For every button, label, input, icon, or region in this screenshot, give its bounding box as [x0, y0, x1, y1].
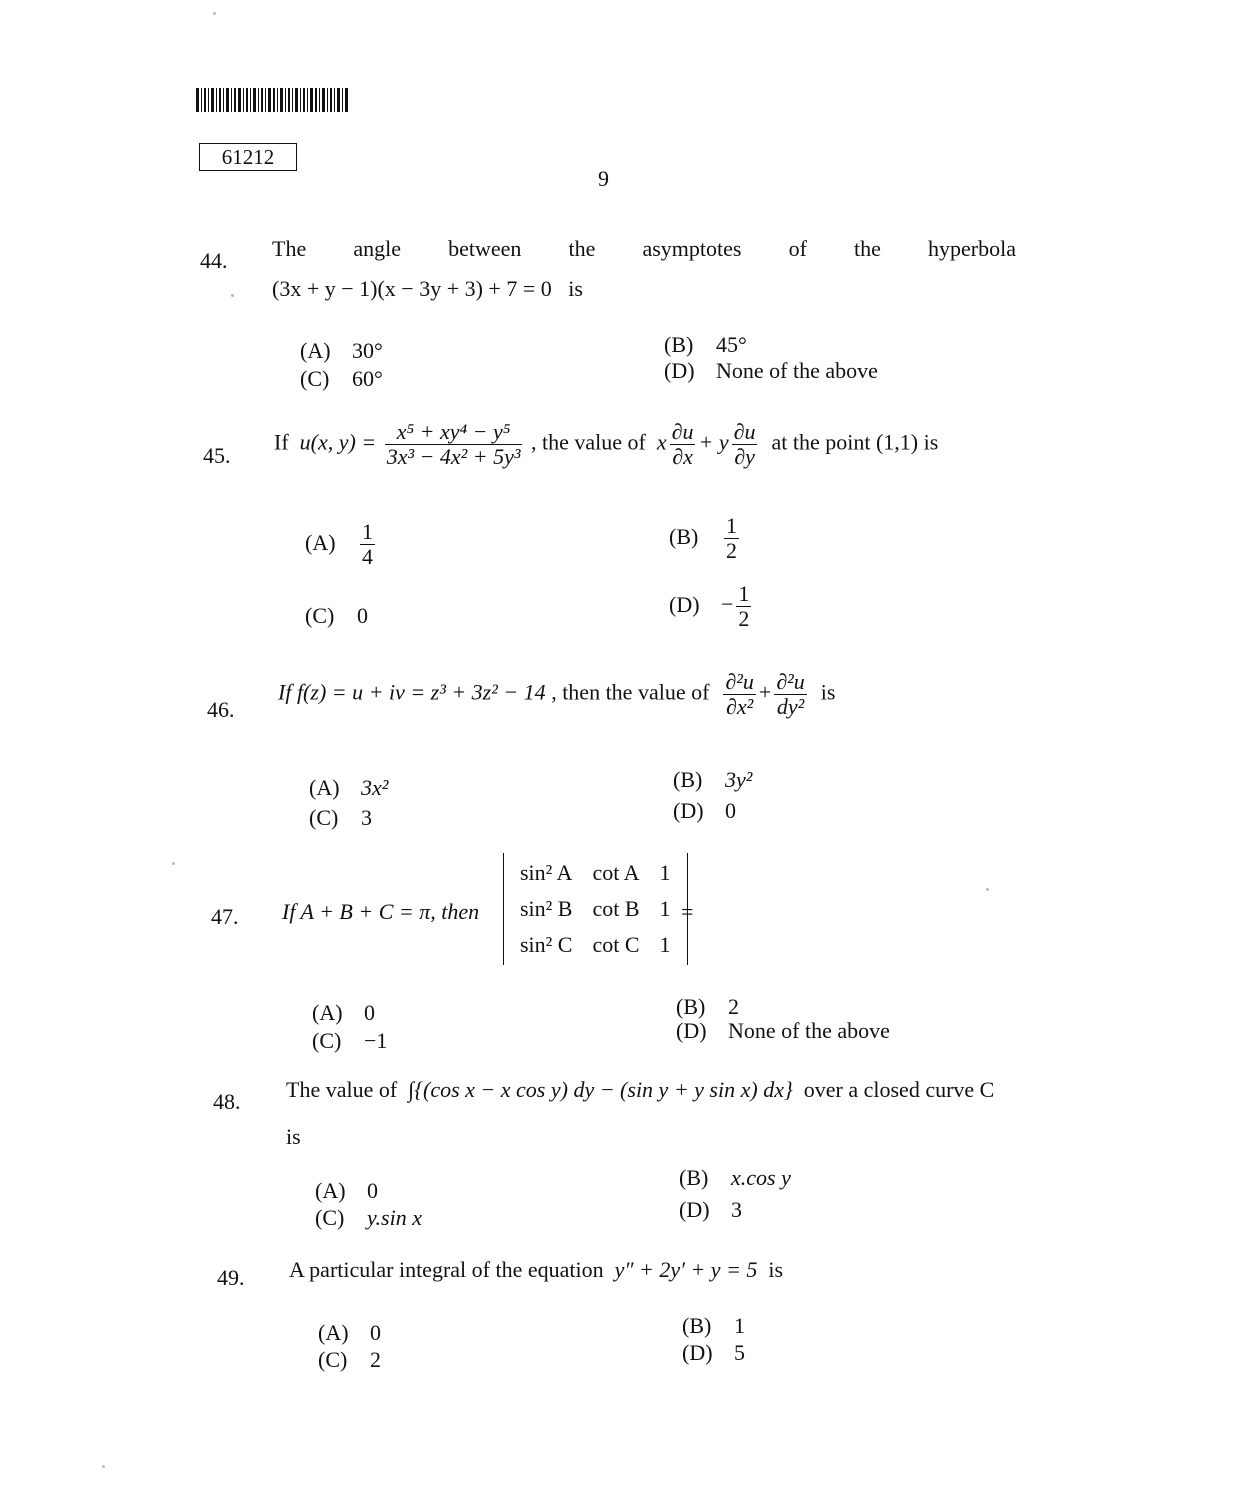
option-b[interactable]	[676, 994, 739, 1020]
scan-speck	[213, 12, 216, 15]
question-number: 49.	[217, 1265, 245, 1290]
option-text: 5	[734, 1340, 745, 1365]
question-mid: , then the value of	[551, 679, 710, 705]
denominator: 2	[738, 606, 750, 631]
option-text: −1	[364, 1028, 388, 1053]
question-number: 45.	[203, 443, 231, 468]
option-label: (C)	[309, 805, 339, 830]
matrix-cell: 1	[659, 860, 671, 885]
matrix-cell: cot B	[592, 896, 640, 921]
matrix-row	[510, 927, 681, 963]
numerator: ∂u	[671, 419, 694, 444]
option-label: (C)	[315, 1205, 345, 1230]
option-label: (C)	[312, 1028, 342, 1053]
question-tail: is	[768, 1257, 784, 1282]
matrix-cell: 1	[659, 932, 671, 957]
option-text: 0	[725, 798, 736, 823]
question-word: between	[448, 236, 522, 261]
scan-speck	[231, 294, 234, 297]
question-48-text	[286, 1077, 994, 1103]
denominator: dy²	[776, 694, 805, 719]
option-text: 2	[728, 994, 739, 1019]
option-label: (A)	[305, 529, 336, 555]
fraction	[724, 514, 739, 563]
option-label: (C)	[300, 366, 330, 391]
numerator: 1	[726, 513, 737, 538]
option-label: (B)	[673, 767, 703, 792]
option-label: (C)	[318, 1347, 348, 1372]
option-label: (C)	[305, 603, 335, 628]
denominator: ∂y	[734, 444, 755, 469]
numerator: 1	[362, 519, 373, 544]
question-word: angle	[353, 236, 401, 261]
question-word: asymptotes	[642, 236, 742, 261]
option-text: 0	[357, 603, 368, 628]
option-c[interactable]	[305, 603, 368, 629]
option-text: 60°	[352, 366, 383, 391]
option-b[interactable]	[673, 767, 752, 793]
variable: x	[656, 429, 667, 455]
question-number: 44.	[200, 248, 228, 273]
question-47-lead	[282, 899, 479, 925]
question-lead: If f(z) = u + iv = z³ + 3z² − 14	[278, 679, 546, 705]
option-label: (A)	[300, 338, 331, 363]
question-word: The	[272, 236, 307, 261]
option-d[interactable]	[669, 582, 754, 631]
question-number: 48.	[213, 1089, 241, 1114]
question-lead: If A + B + C = π, then	[282, 899, 480, 924]
question-lead: A particular integral of the equation	[289, 1257, 604, 1282]
partial-derivative	[732, 420, 758, 469]
second-partial	[723, 670, 755, 719]
option-label: (D)	[664, 358, 695, 383]
variable: + y	[698, 429, 729, 455]
option-b[interactable]	[682, 1313, 745, 1339]
option-text: None of the above	[728, 1018, 890, 1043]
paper-code-box: 61212	[199, 143, 297, 171]
question-48-line2: is	[286, 1124, 301, 1149]
option-label: (B)	[682, 1313, 712, 1338]
scan-speck	[102, 1465, 105, 1468]
denominator: ∂x	[672, 444, 693, 469]
option-d[interactable]	[676, 1018, 890, 1044]
option-label: (D)	[679, 1197, 710, 1222]
equals-sign: =	[681, 899, 694, 924]
option-a[interactable]	[300, 338, 383, 364]
question-lead: If	[274, 429, 289, 455]
option-label: (D)	[669, 591, 700, 617]
question-tail: at the point (1,1) is	[771, 429, 939, 455]
option-text: 2	[370, 1347, 381, 1372]
scan-speck	[172, 862, 175, 865]
option-c[interactable]	[312, 1028, 387, 1054]
option-text: 3y²	[725, 767, 753, 792]
option-text: 1	[734, 1313, 745, 1338]
question-46-text	[278, 670, 835, 719]
option-c[interactable]	[315, 1205, 422, 1231]
option-b[interactable]	[669, 514, 742, 563]
option-label: (B)	[669, 523, 699, 549]
option-b[interactable]	[664, 332, 747, 358]
barcode-image	[196, 88, 348, 112]
question-lead: The value of	[286, 1077, 398, 1102]
option-c[interactable]	[300, 366, 383, 392]
fraction	[360, 520, 375, 569]
option-c[interactable]	[318, 1347, 381, 1373]
option-label: (A)	[315, 1178, 346, 1203]
matrix-cell: cot A	[592, 860, 640, 885]
question-number: 47.	[211, 904, 239, 929]
matrix-cell: 1	[659, 896, 671, 921]
question-word: of	[788, 236, 807, 261]
option-text: None of the above	[716, 358, 878, 383]
scan-speck	[986, 888, 989, 891]
option-text: 45°	[716, 332, 747, 357]
matrix-cell: sin² C	[520, 932, 573, 957]
option-label: (D)	[673, 798, 704, 823]
question-45-text	[274, 420, 938, 469]
question-tail: over a closed curve C	[803, 1077, 995, 1102]
question-number: 46.	[207, 697, 235, 722]
option-text: 0	[364, 1000, 375, 1025]
question-tail: is	[820, 679, 836, 705]
option-text: 30°	[352, 338, 383, 363]
partial-derivative	[670, 420, 696, 469]
option-a[interactable]	[309, 775, 388, 801]
integral-expression: ∫{(cos x − x cos y) dy − (sin y + y sin x) dx}	[408, 1077, 793, 1102]
option-label: (A)	[318, 1320, 349, 1345]
option-d[interactable]	[679, 1197, 742, 1223]
plus-sign: +	[758, 679, 772, 705]
denominator: 4	[362, 544, 373, 569]
option-b[interactable]	[679, 1165, 791, 1191]
option-label: (B)	[676, 994, 706, 1019]
option-text: y.sin x	[367, 1205, 422, 1230]
matrix-row	[510, 891, 681, 927]
option-text: x.cos y	[731, 1165, 791, 1190]
function-name: u(x, y) =	[299, 429, 377, 455]
numerator: 1	[738, 581, 750, 606]
determinant	[503, 853, 688, 965]
option-text: 3	[361, 805, 372, 830]
option-a[interactable]	[312, 1000, 375, 1026]
numerator: x⁵ + xy⁴ − y⁵	[385, 420, 523, 445]
option-c[interactable]	[309, 805, 372, 831]
numerator: ∂²u	[776, 669, 805, 694]
equation: (3x + y − 1)(x − 3y + 3) + 7 = 0	[272, 276, 552, 301]
option-label: (D)	[676, 1018, 707, 1043]
option-text: 0	[370, 1320, 381, 1345]
denominator: 3x³ − 4x² + 5y³	[386, 444, 521, 469]
option-d[interactable]	[682, 1340, 745, 1366]
option-d[interactable]	[673, 798, 736, 824]
numerator: ∂u	[733, 419, 756, 444]
denominator: 2	[726, 538, 737, 563]
option-d[interactable]	[664, 358, 878, 384]
question-44-line2	[272, 276, 583, 302]
page-number: 9	[598, 166, 609, 191]
matrix-cell: cot C	[592, 932, 640, 957]
option-text: 0	[367, 1178, 378, 1203]
question-word: the	[854, 236, 881, 261]
option-a[interactable]	[318, 1320, 381, 1346]
question-mid: , the value of	[530, 429, 646, 455]
matrix-row	[510, 855, 681, 891]
second-partial	[774, 670, 806, 719]
option-label: (B)	[664, 332, 694, 357]
denominator: ∂x²	[726, 694, 754, 719]
option-sign: −	[721, 591, 734, 617]
matrix-cell: sin² A	[520, 860, 573, 885]
option-a[interactable]	[305, 520, 378, 569]
equation: y″ + 2y′ + y = 5	[614, 1257, 758, 1282]
question-tail: is	[568, 276, 583, 301]
option-label: (A)	[309, 775, 340, 800]
matrix-cell: sin² B	[520, 896, 573, 921]
numerator: ∂²u	[725, 669, 754, 694]
option-text: 3x²	[361, 775, 389, 800]
question-44-line1	[272, 236, 1016, 262]
option-text: 3	[731, 1197, 742, 1222]
question-49-text	[289, 1257, 783, 1283]
fraction	[736, 582, 751, 631]
option-a[interactable]	[315, 1178, 378, 1204]
question-word: the	[568, 236, 596, 261]
fraction	[385, 420, 523, 469]
option-label: (D)	[682, 1340, 713, 1365]
question-word: hyperbola	[928, 236, 1016, 261]
option-label: (B)	[679, 1165, 709, 1190]
option-label: (A)	[312, 1000, 343, 1025]
